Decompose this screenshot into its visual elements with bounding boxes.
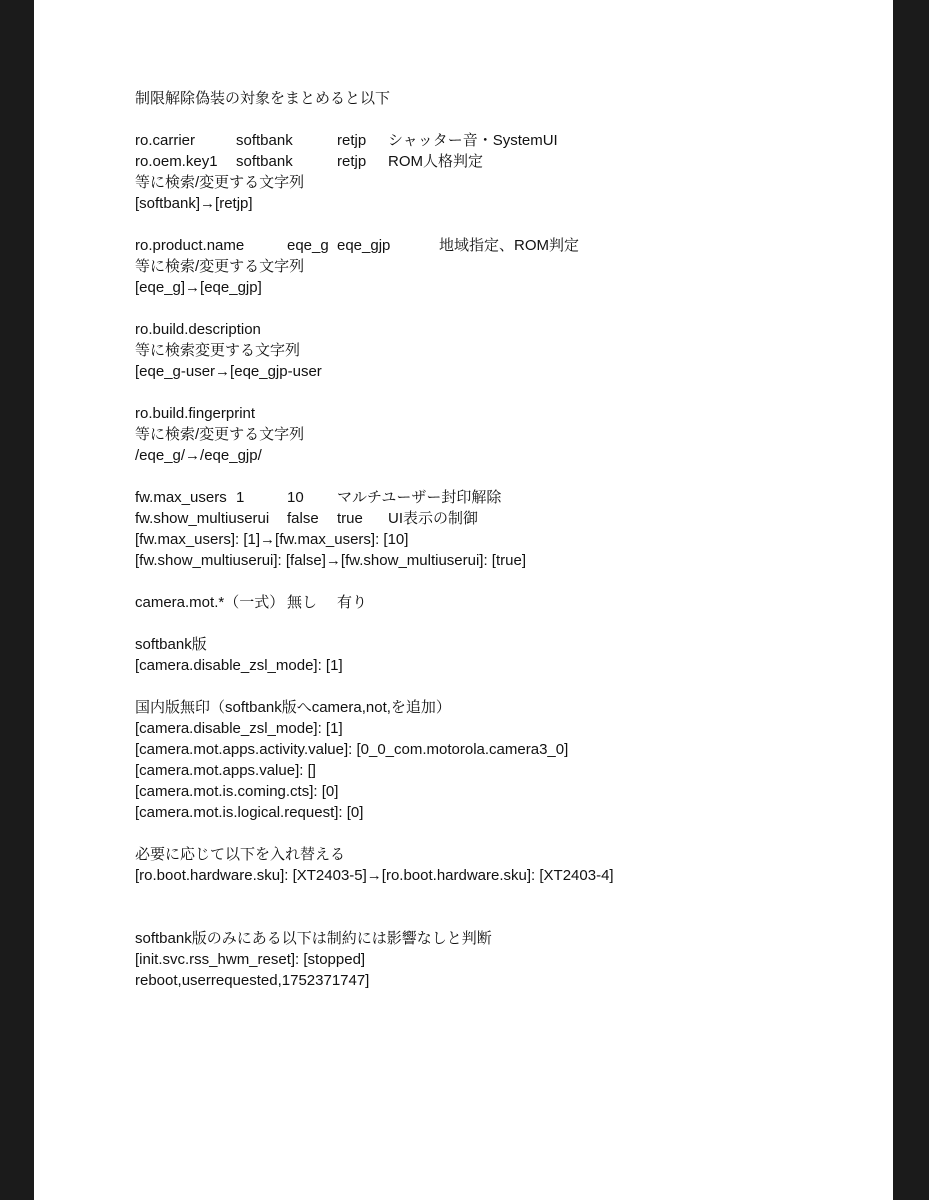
fingerprint-search-line: 等に検索/変更する文字列 [135, 426, 305, 443]
sku-heading: 必要に応じて以下を入れ替える [135, 846, 346, 863]
cameramot-from: 無し [287, 594, 318, 611]
right-dark-margin [893, 0, 929, 1200]
product-key: ro.product.name [135, 237, 245, 254]
product-replace-line: [eqe_g]→[eqe_gjp] [135, 279, 262, 296]
product-from: eqe_g [287, 237, 329, 254]
softbank-line: [camera.disable_zsl_mode]: [1] [135, 657, 343, 674]
showmulti-replace-line: [fw.show_multiuserui]: [false]→[fw.show_multiuserui]: [true] [135, 552, 526, 569]
spacer [135, 613, 614, 634]
spacer [135, 571, 614, 592]
showmulti-to: true [337, 510, 363, 527]
cameramot-row [135, 592, 614, 613]
maxusers-from: 1 [236, 489, 245, 506]
carrier-to: retjp [337, 132, 367, 149]
domestic-heading: 国内版無印（softbank版へcamera,not,を追加） [135, 699, 451, 716]
maxusers-replace-line: [fw.max_users]: [1]→[fw.max_users]: [10] [135, 531, 409, 548]
fingerprint-replace-line: /eqe_g/→/eqe_gjp/ [135, 447, 262, 464]
carrier-replace-line: [softbank]→[retjp] [135, 195, 253, 212]
domestic-line: [camera.mot.apps.activity.value]: [0_0_com.motorola.camera3_0] [135, 741, 569, 758]
spacer [135, 109, 614, 130]
heading-line: 制限解除偽装の対象をまとめると以下 [135, 90, 391, 107]
cameramot-to: 有り [337, 594, 368, 611]
maxusers-note: マルチユーザー封印解除 [337, 489, 502, 506]
spacer [135, 466, 614, 487]
cameramot-key: camera.mot.*（一式） [135, 594, 285, 611]
maxusers-row [135, 487, 614, 508]
left-dark-margin [0, 0, 34, 1200]
domestic-line: [camera.disable_zsl_mode]: [1] [135, 720, 343, 737]
product-note: 地域指定、ROM判定 [439, 237, 579, 254]
document-body [135, 88, 614, 991]
spacer [135, 382, 614, 403]
showmulti-key: fw.show_multiuserui [135, 510, 270, 527]
description-search-line: 等に検索変更する文字列 [135, 342, 301, 359]
spacer [135, 214, 614, 235]
carrier-note: シャッター音・SystemUI [388, 132, 558, 149]
fingerprint-key-line: ro.build.fingerprint [135, 405, 256, 422]
oemkey-note: ROM人格判定 [388, 153, 483, 170]
oemkey-key: ro.oem.key1 [135, 153, 218, 170]
sku-line: [ro.boot.hardware.sku]: [XT2403-5]→[ro.boot.hardware.sku]: [XT2403-4] [135, 867, 614, 884]
domestic-line: [camera.mot.apps.value]: [] [135, 762, 316, 779]
product-row [135, 235, 614, 256]
maxusers-key: fw.max_users [135, 489, 227, 506]
spacer [135, 823, 614, 844]
showmulti-row [135, 508, 614, 529]
oemkey-to: retjp [337, 153, 367, 170]
oemkey-row [135, 151, 614, 172]
carrier-search-line: 等に検索/変更する文字列 [135, 174, 305, 191]
domestic-line: [camera.mot.is.coming.cts]: [0] [135, 783, 339, 800]
maxusers-to: 10 [287, 489, 304, 506]
product-to: eqe_gjp [337, 237, 391, 254]
final-line: reboot,userrequested,1752371747] [135, 972, 370, 989]
spacer [135, 298, 614, 319]
description-replace-line: [eqe_g-user→[eqe_gjp-user [135, 363, 322, 380]
spacer [135, 676, 614, 697]
showmulti-note: UI表示の制御 [388, 510, 479, 527]
final-line: [init.svc.rss_hwm_reset]: [stopped] [135, 951, 366, 968]
oemkey-from: softbank [236, 153, 293, 170]
domestic-line: [camera.mot.is.logical.request]: [0] [135, 804, 364, 821]
final-heading: softbank版のみにある以下は制約には影響なしと判断 [135, 930, 492, 947]
spacer [135, 886, 614, 907]
carrier-key: ro.carrier [135, 132, 196, 149]
carrier-row [135, 130, 614, 151]
spacer [135, 907, 614, 928]
description-key-line: ro.build.description [135, 321, 261, 338]
product-search-line: 等に検索/変更する文字列 [135, 258, 305, 275]
softbank-heading: softbank版 [135, 636, 207, 653]
document-page [34, 0, 893, 1200]
carrier-from: softbank [236, 132, 293, 149]
showmulti-from: false [287, 510, 319, 527]
